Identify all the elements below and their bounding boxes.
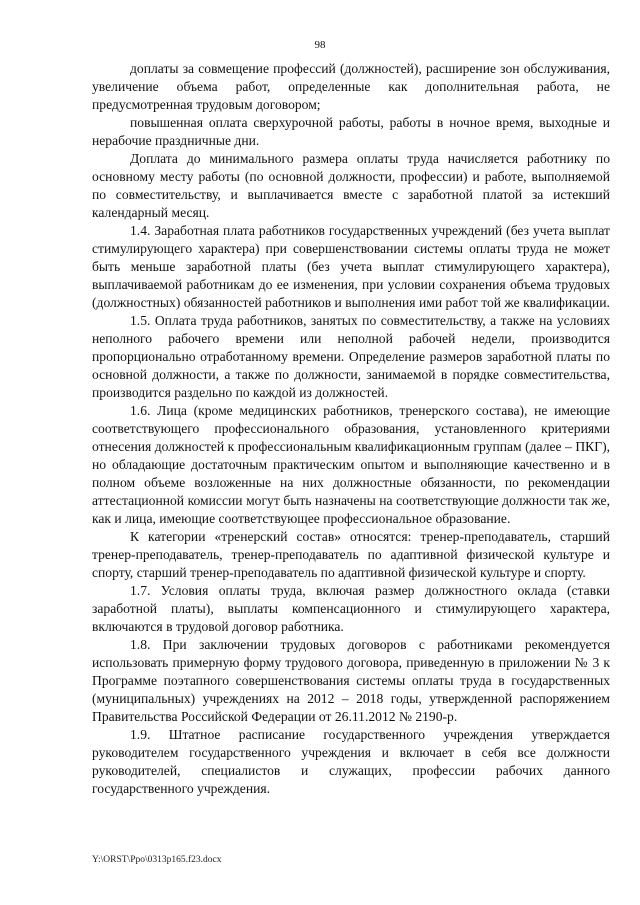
- page-number: 98: [314, 39, 326, 51]
- paragraph: 1.4. Заработная плата работников государственных учреждений (без учета выплат стимулирующего характера) при совершенствовании системы оплаты труда не может быть меньше заработной платы (без учета выплат стимулирующего характера), выплачиваемой работникам до ее изменения, при условии сохранения объема трудовых (должностных) обязанностей работников и выполнения ими работ той же квалификации.: [92, 223, 610, 310]
- document-body: [92, 60, 610, 798]
- paragraph: 1.7. Условия оплаты труда, включая размер должностного оклада (ставки заработной платы), выплаты компенсационного и стимулирующего характера, включаются в трудовой договор работника.: [92, 583, 610, 634]
- paragraph: 1.8. При заключении трудовых договоров с работниками рекомендуется использовать примерную форму трудового договора, приведенную в приложении № 3 к Программе поэтапного совершенствования системы оплаты труда в государственных (муниципальных) учреждениях на 2012 – 2018 годы, утвержденной распоряжением Правительства Российской Федерации от 26.11.2012 № 2190-р.: [92, 637, 610, 724]
- paragraph: Доплата до минимального размера оплаты труда начисляется работнику по основному месту работы (по основной должности, профессии) и работе, выполняемой по совместительству, и выплачивается вместе с заработной платой за истекший календарный месяц.: [92, 151, 610, 220]
- paragraph: доплаты за совмещение профессий (должностей), расширение зон обслуживания, увеличение объема работ, определенные как дополнительная работа, не предусмотренная трудовым договором;: [92, 61, 610, 112]
- paragraph: 1.9. Штатное расписание государственного учреждения утверждается руководителем государственного учреждения и включает в себя все должности руководителей, специалистов и служащих, профессии рабочих данного государственного учреждения.: [92, 727, 610, 796]
- paragraph: 1.5. Оплата труда работников, занятых по совместительству, а также на условиях неполного рабочего времени или неполной рабочей недели, производится пропорционально отработанному времени. Определение размеров заработной платы по основной должности, а также по должности, занимаемой в порядке совместительства, производится раздельно по каждой из должностей.: [92, 313, 610, 400]
- paragraph: 1.6. Лица (кроме медицинских работников, тренерского состава), не имеющие соответствующего профессионального образования, установленного критериями отнесения должностей к профессиональным квалификационным группам (далее – ПКГ), но обладающие достаточным практическим опытом и выполняющие качественно и в полном объеме возложенные на них должностные обязанности, по рекомендации аттестационной комиссии могут быть назначены на соответствующие должности так же, как и лица, имеющие соответствующее профессиональное образование.: [92, 403, 610, 526]
- footer-file-path: Y:\ORST\Ppo\0313p165.f23.docx: [92, 855, 222, 865]
- paragraph: повышенная оплата сверхурочной работы, работы в ночное время, выходные и нерабочие праздничные дни.: [92, 115, 610, 148]
- paragraph: К категории «тренерский состав» относятся: тренер-преподаватель, старший тренер-преподаватель, тренер-преподаватель по адаптивной физической культуре и спорту, старший тренер-преподаватель по адаптивной физической культуре и спорту.: [92, 529, 610, 580]
